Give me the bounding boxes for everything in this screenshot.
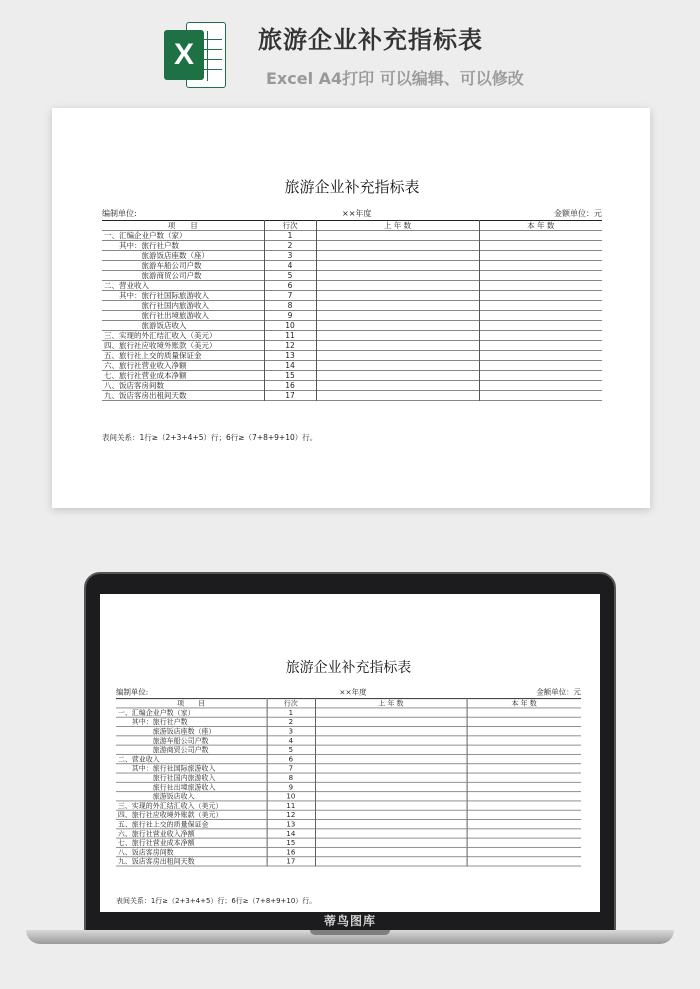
row-number: 4	[267, 736, 315, 745]
table-row	[116, 792, 581, 801]
current-year-cell	[467, 754, 581, 763]
table-row	[102, 321, 602, 331]
prior-year-cell	[316, 301, 479, 311]
row-number: 2	[264, 241, 316, 251]
current-year-cell	[467, 838, 581, 847]
row-number: 17	[267, 857, 315, 866]
table-row	[102, 361, 602, 371]
table-row	[116, 736, 581, 745]
amount-label: 金额单位：元	[536, 687, 581, 697]
row-number: 1	[267, 708, 315, 717]
prior-year-cell	[315, 810, 467, 819]
document-title: 旅游企业补充指标表	[285, 659, 412, 676]
row-item: 旅游饭店座数（座）	[102, 251, 264, 261]
table-row	[116, 810, 581, 819]
row-item: 四、旅行社应收境外账款（美元）	[102, 341, 264, 351]
table-row	[102, 271, 602, 281]
prior-year-cell	[315, 857, 467, 866]
excel-icon	[164, 22, 226, 88]
row-item: 旅游饭店收入	[102, 321, 264, 331]
column-header: 上 年 数	[316, 221, 479, 231]
row-item: 旅游饭店座数（座）	[116, 727, 267, 736]
unit-label: 编制单位:	[116, 687, 149, 697]
row-number: 14	[267, 829, 315, 838]
table-row	[116, 857, 581, 866]
prior-year-cell	[316, 331, 479, 341]
prior-year-cell	[315, 820, 467, 829]
row-number: 17	[264, 391, 316, 401]
prior-year-cell	[316, 261, 479, 271]
current-year-cell	[479, 341, 602, 351]
row-number: 13	[267, 820, 315, 829]
current-year-cell	[479, 311, 602, 321]
unit-label: 编制单位:	[102, 209, 137, 218]
current-year-cell	[467, 857, 581, 866]
table-row	[102, 261, 602, 271]
document-meta	[102, 208, 602, 220]
row-item: 旅游商贸公司户数	[116, 745, 267, 754]
current-year-cell	[467, 745, 581, 754]
row-item: 五、旅行社上交的质量保证金	[116, 820, 267, 829]
prior-year-cell	[315, 736, 467, 745]
current-year-cell	[479, 291, 602, 301]
row-item: 旅行社出境旅游收入	[116, 782, 267, 791]
row-number: 8	[264, 301, 316, 311]
prior-year-cell	[315, 754, 467, 763]
row-item: 六、旅行社营业收入净额	[102, 361, 264, 371]
table-row	[102, 391, 602, 401]
row-item: 旅游车船公司户数	[116, 736, 267, 745]
row-number: 7	[264, 291, 316, 301]
laptop-base	[26, 930, 674, 944]
row-number: 8	[267, 773, 315, 782]
table-row	[116, 708, 581, 717]
current-year-cell	[479, 331, 602, 341]
row-item: 旅行社国内旅游收入	[102, 301, 264, 311]
table-row	[102, 351, 602, 361]
table-row	[116, 727, 581, 736]
row-item: 旅游车船公司户数	[102, 261, 264, 271]
table-row	[102, 241, 602, 251]
table-row	[102, 331, 602, 341]
column-header: 本 年 数	[527, 221, 555, 230]
row-number: 6	[267, 754, 315, 763]
row-number: 15	[267, 838, 315, 847]
prior-year-cell	[315, 745, 467, 754]
prior-year-cell	[316, 371, 479, 381]
row-number: 11	[264, 331, 316, 341]
row-item: 旅游商贸公司户数	[102, 271, 264, 281]
row-item: 三、实现的外汇结汇收入（美元）	[116, 801, 267, 810]
row-number: 13	[264, 351, 316, 361]
table-row	[116, 801, 581, 810]
row-item: 七、旅行社营业成本净额	[102, 371, 264, 381]
header	[0, 0, 700, 100]
row-item: 一、汇编企业户数（家）	[102, 231, 264, 241]
row-item: 九、饭店客房出租间天数	[102, 391, 264, 401]
table-row	[116, 820, 581, 829]
current-year-cell	[467, 773, 581, 782]
row-item: 其中：旅行社国际旅游收入	[102, 291, 264, 301]
current-year-cell	[467, 708, 581, 717]
prior-year-cell	[316, 291, 479, 301]
row-item: 九、饭店客房出租间天数	[116, 857, 267, 866]
row-number: 3	[264, 251, 316, 261]
current-year-cell	[467, 717, 581, 726]
row-number: 3	[267, 727, 315, 736]
current-year-cell	[467, 736, 581, 745]
row-number: 16	[264, 381, 316, 391]
current-year-cell	[479, 271, 602, 281]
table-row	[116, 745, 581, 754]
row-item: 其中：旅行社国际旅游收入	[116, 764, 267, 773]
row-item: 二、营业收入	[102, 281, 264, 291]
row-number: 4	[264, 261, 316, 271]
table-row	[102, 251, 602, 261]
prior-year-cell	[316, 281, 479, 291]
prior-year-cell	[315, 847, 467, 856]
prior-year-cell	[316, 251, 479, 261]
current-year-cell	[479, 231, 602, 241]
prior-year-cell	[315, 764, 467, 773]
column-header: 行次	[264, 221, 316, 231]
row-number: 1	[264, 231, 316, 241]
excel-icon-letter: X	[164, 30, 204, 80]
current-year-cell	[467, 847, 581, 856]
table-row	[102, 381, 602, 391]
row-item: 三、实现的外汇结汇收入（美元）	[102, 331, 264, 341]
prior-year-cell	[316, 321, 479, 331]
current-year-cell	[467, 782, 581, 791]
indicator-table	[116, 698, 581, 866]
row-item: 五、旅行社上交的质量保证金	[102, 351, 264, 361]
laptop-screen	[100, 594, 600, 912]
prior-year-cell	[316, 381, 479, 391]
table-row	[116, 847, 581, 856]
current-year-cell	[479, 381, 602, 391]
row-item: 旅行社出境旅游收入	[102, 311, 264, 321]
column-header: 项 目	[116, 699, 267, 708]
current-year-cell	[479, 301, 602, 311]
row-number: 10	[264, 321, 316, 331]
prior-year-cell	[316, 311, 479, 321]
year-label: ××年度	[342, 209, 372, 218]
table-row	[116, 838, 581, 847]
current-year-cell	[479, 261, 602, 271]
prior-year-cell	[315, 717, 467, 726]
column-header: 行次	[267, 699, 315, 708]
table-row	[116, 829, 581, 838]
row-item: 其中：旅行社户数	[116, 717, 267, 726]
current-year-cell	[467, 810, 581, 819]
current-year-cell	[467, 792, 581, 801]
current-year-cell	[467, 801, 581, 810]
row-item: 六、旅行社营业收入净额	[116, 829, 267, 838]
current-year-cell	[479, 321, 602, 331]
prior-year-cell	[316, 341, 479, 351]
current-year-cell	[479, 251, 602, 261]
table-row	[116, 717, 581, 726]
sheet-preview	[52, 108, 650, 508]
table-row	[102, 301, 602, 311]
row-number: 12	[264, 341, 316, 351]
row-item: 七、旅行社营业成本净额	[116, 838, 267, 847]
current-year-cell	[467, 727, 581, 736]
table-row	[102, 341, 602, 351]
row-item: 八、饭店客房间数	[116, 847, 267, 856]
column-header: 本 年 数	[511, 699, 537, 708]
row-number: 2	[267, 717, 315, 726]
page-subtitle: Excel A4打印 可以编辑、可以修改	[266, 69, 524, 88]
row-item: 一、汇编企业户数（家）	[116, 708, 267, 717]
row-number: 14	[264, 361, 316, 371]
table-row	[116, 754, 581, 763]
row-number: 16	[267, 847, 315, 856]
current-year-cell	[479, 241, 602, 251]
amount-label: 金额单位：元	[554, 209, 602, 218]
brand-label: 蒂鸟图库	[323, 914, 376, 928]
row-number: 10	[267, 792, 315, 801]
current-year-cell	[479, 351, 602, 361]
table-row	[102, 231, 602, 241]
table-row	[102, 291, 602, 301]
prior-year-cell	[315, 838, 467, 847]
prior-year-cell	[315, 792, 467, 801]
current-year-cell	[467, 820, 581, 829]
current-year-cell	[479, 391, 602, 401]
table-row	[102, 371, 602, 381]
row-number: 6	[264, 281, 316, 291]
row-item: 其中：旅行社户数	[102, 241, 264, 251]
current-year-cell	[467, 764, 581, 773]
current-year-cell	[467, 829, 581, 838]
column-header: 项 目	[102, 221, 264, 231]
column-header: 上 年 数	[315, 699, 467, 708]
current-year-cell	[479, 371, 602, 381]
footnote: 表间关系：1行≥（2+3+4+5）行；6行≥（7+8+9+10）行。	[116, 896, 317, 905]
table-row	[102, 281, 602, 291]
prior-year-cell	[315, 708, 467, 717]
prior-year-cell	[316, 241, 479, 251]
prior-year-cell	[316, 391, 479, 401]
row-number: 12	[267, 810, 315, 819]
prior-year-cell	[315, 727, 467, 736]
table-row	[116, 764, 581, 773]
prior-year-cell	[316, 231, 479, 241]
prior-year-cell	[315, 773, 467, 782]
row-number: 5	[267, 745, 315, 754]
row-item: 旅游饭店收入	[116, 792, 267, 801]
prior-year-cell	[316, 361, 479, 371]
footnote: 表间关系：1行≥（2+3+4+5）行；6行≥（7+8+9+10）行。	[102, 433, 318, 442]
laptop-lid	[84, 572, 616, 937]
document-title: 旅游企业补充指标表	[284, 178, 420, 196]
indicator-table	[102, 220, 602, 401]
prior-year-cell	[315, 801, 467, 810]
row-item: 八、饭店客房间数	[102, 381, 264, 391]
table-row	[116, 782, 581, 791]
prior-year-cell	[316, 271, 479, 281]
document-meta	[116, 687, 581, 698]
row-number: 7	[267, 764, 315, 773]
table-row	[102, 311, 602, 321]
table-row	[116, 773, 581, 782]
prior-year-cell	[315, 829, 467, 838]
year-label: ××年度	[339, 687, 367, 697]
page-title: 旅游企业补充指标表	[258, 26, 483, 54]
prior-year-cell	[315, 782, 467, 791]
row-item: 旅行社国内旅游收入	[116, 773, 267, 782]
row-number: 9	[267, 782, 315, 791]
row-number: 15	[264, 371, 316, 381]
row-number: 9	[264, 311, 316, 321]
prior-year-cell	[316, 351, 479, 361]
row-number: 11	[267, 801, 315, 810]
row-number: 5	[264, 271, 316, 281]
current-year-cell	[479, 361, 602, 371]
row-item: 四、旅行社应收境外账款（美元）	[116, 810, 267, 819]
row-item: 二、营业收入	[116, 754, 267, 763]
current-year-cell	[479, 281, 602, 291]
